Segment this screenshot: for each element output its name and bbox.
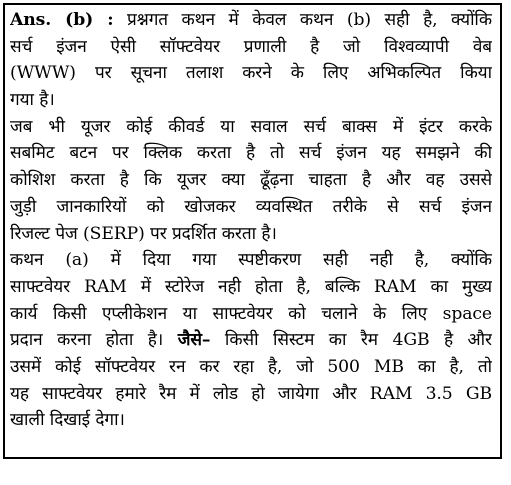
answer-line: जब भी यूजर कोई कीवर्ड या सवाल सर्च बाक्स में इंटर करके [10,116,492,137]
answer-line: कथन (a) में दिया गया स्पष्टीकरण सही नही है, क्योंकि [10,250,492,271]
answer-line: उसमें कोई सॉफ्टवेयर रन कर रहा है, जो 500 MB का है, तो [10,356,492,377]
example-label: जैसे– [177,330,211,351]
answer-line: खाली दिखाई देगा। [10,410,125,431]
answer-line: जुड़ी जानकारियों को खोजकर व्यवस्थित तरीके से सर्च इंजन [10,196,492,217]
answer-line: कोशिश करता है कि यूजर क्या ढूँढ़ना चाहता है और वह उससे [10,170,492,191]
answer-label: Ans. (b) : [10,10,114,30]
answer-line: सर्च इंजन ऐसी सॉफ्टवेयर प्रणाली है जो विश्वव्यापी वेब [10,36,492,57]
answer-text: किसी सिस्टम का रैम 4GB है और [224,330,492,351]
answer-line: रिजल्ट पेज (SERP) पर प्रदर्शित करता है। [10,223,277,244]
answer-text: प्रदान करना होता है। [10,330,164,351]
answer-line [10,7,492,34]
answer-line: यह साफ्टवेयर हमारे रैम में लोड हो जायेगा और RAM 3.5 GB [10,383,492,404]
answer-line: सबमिट बटन पर क्लिक करता है तो सर्च इंजन यह समझने की [10,143,492,164]
answer-box [3,3,502,459]
answer-line: साफ्टवेयर RAM में स्टोरेज नही होता है, बल्कि RAM का मुख्य [10,276,492,297]
answer-line: (WWW) पर सूचना तलाश करने के लिए अभिकल्पित किया [10,63,492,84]
answer-line: गया है। [10,90,55,111]
answer-text: प्रश्नगत कथन में केवल कथन (b) सही है, क्योंकि [127,10,492,30]
answer-line [10,327,492,354]
answer-line: कार्य किसी एप्लीकेशन या साफ्टवेयर को चलाने के लिए space [10,303,492,324]
